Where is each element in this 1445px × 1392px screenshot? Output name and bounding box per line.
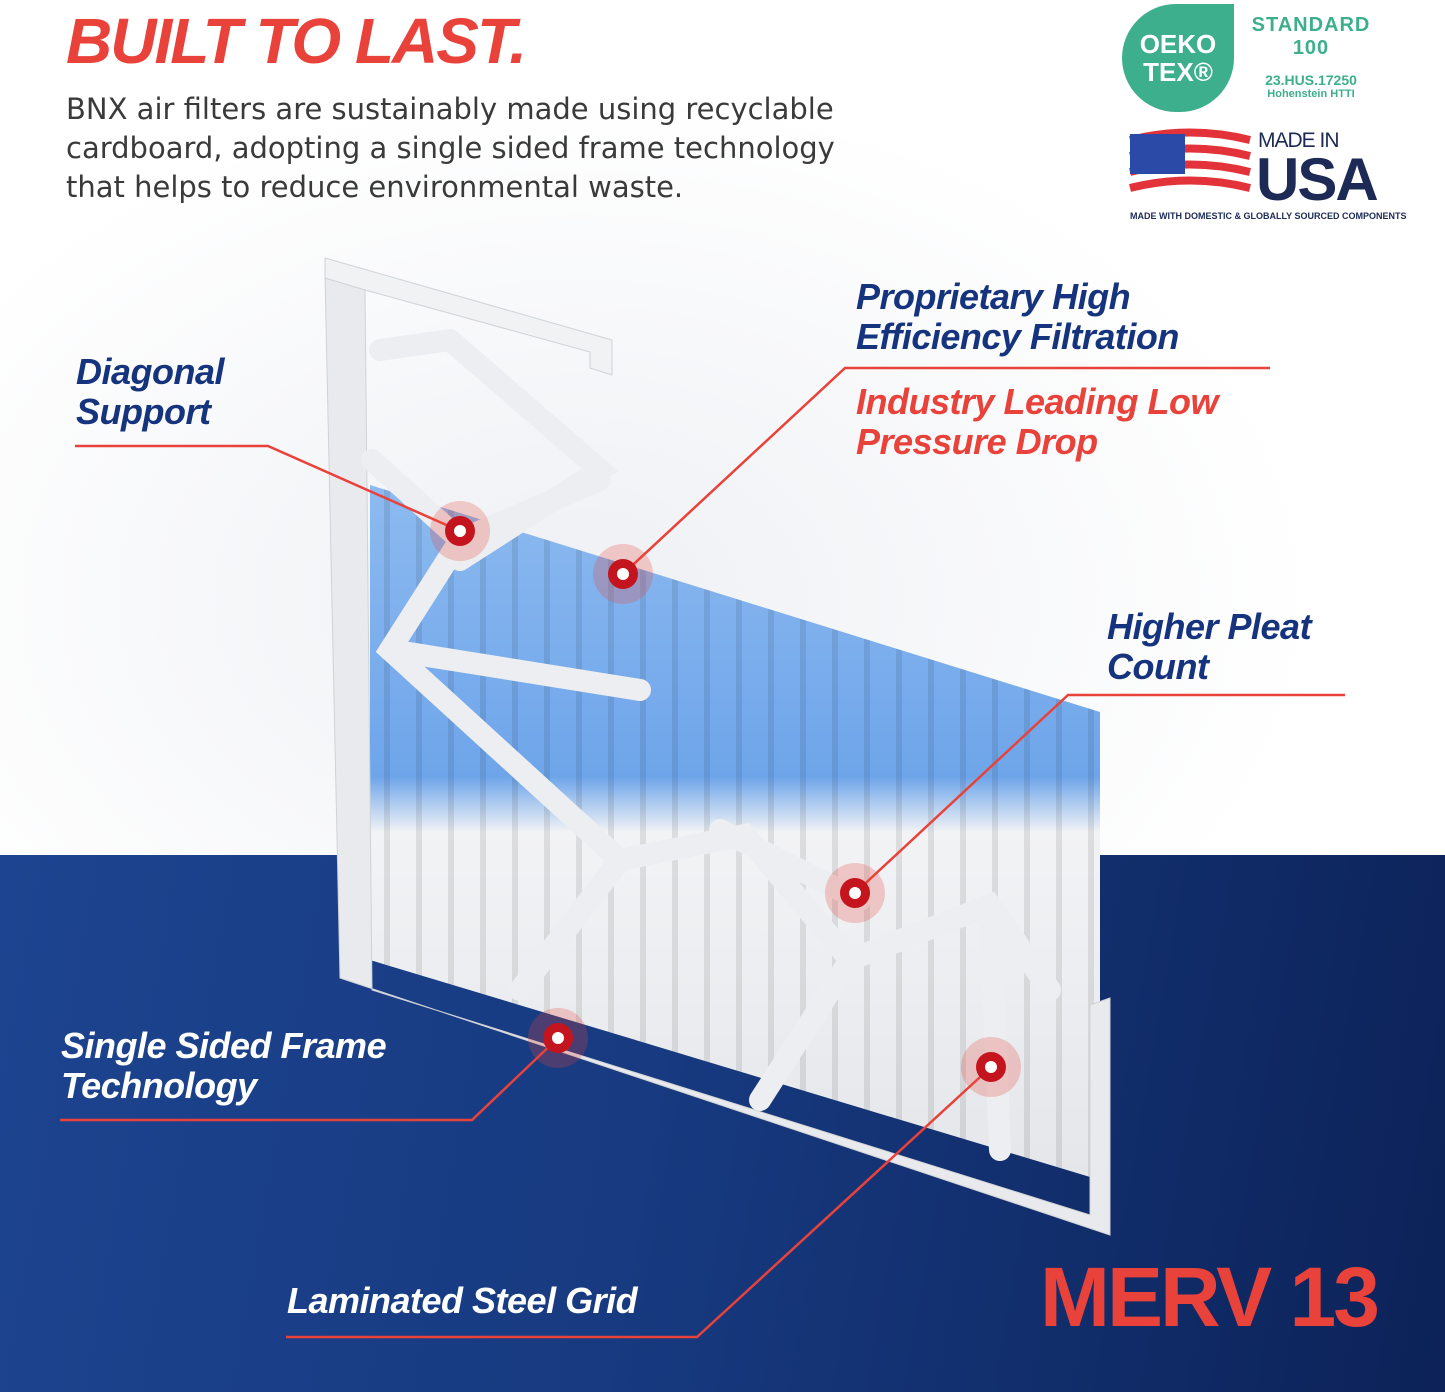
callout-line: Pressure Drop bbox=[856, 421, 1098, 462]
callout-line: Diagonal bbox=[76, 351, 225, 392]
usa-note: MADE WITH DOMESTIC & GLOBALLY SOURCED COMPONENTS bbox=[1130, 211, 1407, 221]
page-title: BUILT TO LAST. bbox=[66, 5, 526, 77]
made-in-label: MADE IN bbox=[1258, 129, 1339, 152]
usa-label: USA bbox=[1256, 146, 1377, 213]
hotspot-single-frame bbox=[528, 1008, 588, 1068]
certificate-number: 23.HUS.17250 bbox=[1265, 72, 1357, 88]
callout-line: Single Sided Frame bbox=[61, 1025, 387, 1066]
callout-pressure-drop bbox=[856, 382, 1218, 462]
callout-steel-grid: Laminated Steel Grid bbox=[287, 1280, 638, 1321]
tex-text: TEX® bbox=[1143, 57, 1213, 87]
callout-line: Proprietary High bbox=[856, 276, 1131, 317]
merv-rating: MERV 13 bbox=[1040, 1250, 1377, 1344]
callout-line: Higher Pleat bbox=[1107, 606, 1312, 647]
hotspot-filtration bbox=[593, 544, 653, 604]
callout-filtration bbox=[856, 277, 1179, 357]
institute-name: Hohenstein HTTI bbox=[1267, 88, 1355, 100]
standard-label: STANDARD bbox=[1251, 14, 1371, 36]
callout-diagonal-support bbox=[76, 352, 224, 432]
callout-line: Technology bbox=[61, 1065, 257, 1106]
callout-line: Industry Leading Low bbox=[856, 381, 1219, 422]
callout-pleat-count bbox=[1107, 607, 1311, 687]
callout-single-frame bbox=[61, 1026, 386, 1106]
hotspot-pleat-count bbox=[825, 863, 885, 923]
standard-number: 100 bbox=[1292, 37, 1330, 59]
callout-line: Efficiency Filtration bbox=[856, 316, 1179, 357]
standard-100-badge bbox=[1245, 14, 1377, 101]
oeko-tex-logo bbox=[1122, 4, 1234, 112]
intro-text: BNX air filters are sustainably made using recyclable cardboard, adopting a single sided frame technology that helps to reduce environmental waste. bbox=[66, 92, 835, 204]
callout-line: Support bbox=[76, 391, 211, 432]
callout-line: Count bbox=[1107, 646, 1209, 687]
hotspot-steel-grid bbox=[961, 1037, 1021, 1097]
oeko-text: OEKO bbox=[1139, 29, 1217, 59]
hotspot-diagonal-support bbox=[430, 501, 490, 561]
us-flag-icon bbox=[1130, 133, 1250, 203]
